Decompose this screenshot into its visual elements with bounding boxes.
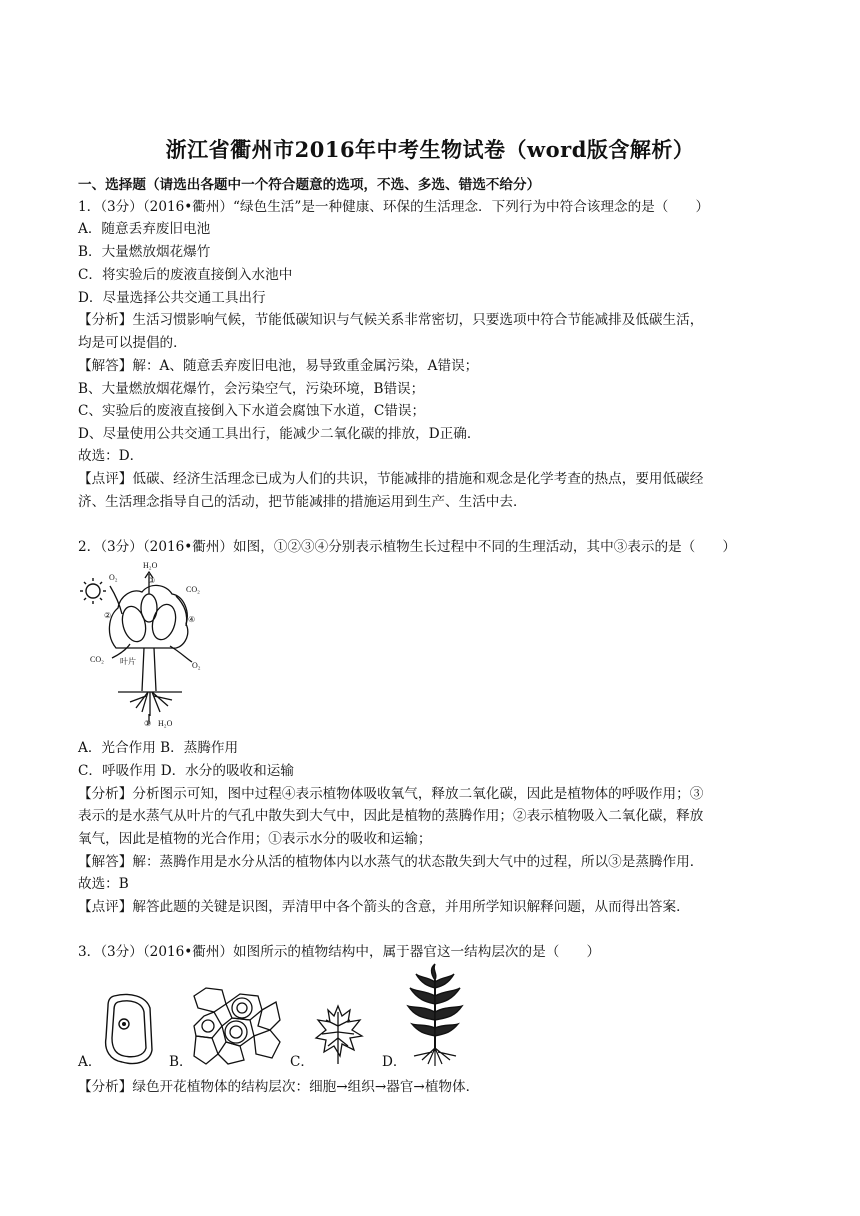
q3-stem: 3．（3分）（2016•衢州）如图所示的植物结构中，属于器官这一结构层次的是（ ） — [78, 944, 601, 960]
sun-icon — [80, 578, 106, 604]
q1-analysis-line: 【分析】生活习惯影响气候，节能低碳知识与气候关系非常密切，只要选项中符合节能减排及低碳生活， — [78, 312, 704, 328]
label-n4: ④ — [188, 615, 196, 624]
q1-comment-line: 济、生活理念指导自己的活动，把节能减排的措施运用到生产、生活中去． — [78, 494, 527, 510]
q1-answer-line: B、大量燃放烟花爆竹，会污染空气，污染环境，B错误； — [78, 381, 425, 397]
q1-answer-line: C、实验后的废液直接倒入下水道会腐蚀下水道，C错误； — [78, 403, 426, 419]
label-o2-right: O₂ — [192, 661, 201, 670]
q3-option-a-label: A． — [78, 1054, 102, 1070]
q2-analysis-line: 氧气，因此是植物的光合作用；①表示水分的吸收和运输； — [78, 831, 432, 847]
q2-analysis-line: 表示的是水蒸气从叶片的气孔中散失到大气中，因此是植物的蒸腾作用；②表示植物吸入二氧化碳，释放 — [78, 808, 704, 824]
label-n1: ① — [144, 719, 152, 728]
label-n2: ② — [104, 611, 112, 620]
q1-answer-line: 【解答】解：A、随意丢弃废旧电池，易导致重金属污染，A错误； — [78, 358, 479, 374]
q1-comment-line: 【点评】低碳、经济生活理念已成为人们的共识，节能减排的措施和观念是化学考查的热点，要用低碳经 — [78, 471, 704, 487]
q2-analysis-line: 【分析】分析图示可知，图中过程④表示植物体吸收氧气，释放二氧化碳，因此是植物体的呼吸作用；③ — [78, 786, 704, 802]
q3-option-c-label: C． — [290, 1054, 314, 1070]
section-header: 一、选择题（请选出各题中一个符合题意的选项，不选、多选、错选不给分） — [78, 177, 541, 193]
label-h2o-bottom: H₂O — [158, 719, 173, 728]
label-o2-left: O₂ — [109, 573, 118, 582]
q1-answer-line: D、尽量使用公共交通工具出行，能减少二氧化碳的排放，D正确． — [78, 426, 481, 442]
q1-analysis-line: 均是可以提倡的． — [78, 335, 187, 351]
label-leaf: 叶片 — [120, 657, 136, 666]
plant-cell-image — [100, 990, 156, 1068]
label-co2-left: CO₂ — [90, 655, 104, 664]
q1-option-d: D．尽量选择公共交通工具出行 — [78, 290, 266, 306]
label-h2o-top: H₂O — [143, 561, 158, 570]
q2-comment: 【点评】解答此题的关键是识图，弄清甲中各个箭头的含意，并用所学知识解释问题，从而得出答案． — [78, 899, 690, 915]
label-n3: ③ — [148, 576, 156, 585]
plant-process-diagram — [76, 556, 208, 728]
tissue-image — [192, 986, 282, 1066]
leaf-image — [314, 1002, 364, 1068]
q1-stem: 1．（3分）（2016•衢州）“绿色生活”是一种健康、环保的生活理念．下列行为中符合该理念的是（ ） — [78, 199, 710, 215]
q2-choice: 故选：B — [78, 876, 129, 892]
q3-analysis: 【分析】绿色开花植物体的结构层次：细胞→组织→器官→植物体． — [78, 1079, 480, 1095]
whole-plant-image — [404, 960, 466, 1068]
q2-stem: 2．（3分）（2016•衢州）如图，①②③④分别表示植物生长过程中不同的生理活动，其中③表示的是（ ） — [78, 539, 737, 555]
q3-option-d-label: D． — [382, 1054, 407, 1070]
label-co2-right: CO₂ — [186, 585, 200, 594]
page-title: 浙江省衢州市2016年中考生物试卷（word版含解析） — [165, 137, 695, 162]
q1-choice: 故选：D． — [78, 448, 144, 464]
q1-option-a: A．随意丢弃废旧电池 — [78, 221, 211, 237]
q3-option-b-label: B． — [169, 1054, 193, 1070]
q1-option-c: C．将实验后的废液直接倒入水池中 — [78, 267, 293, 283]
q1-option-b: B．大量燃放烟花爆竹 — [78, 244, 211, 260]
q2-options-line: A．光合作用 B．蒸腾作用 — [78, 740, 239, 756]
q2-options-line: C．呼吸作用 D．水分的吸收和运输 — [78, 763, 294, 779]
q2-answer: 【解答】解：蒸腾作用是水分从活的植物体内以水蒸气的状态散失到大气中的过程，所以③是蒸腾作用． — [78, 854, 704, 870]
